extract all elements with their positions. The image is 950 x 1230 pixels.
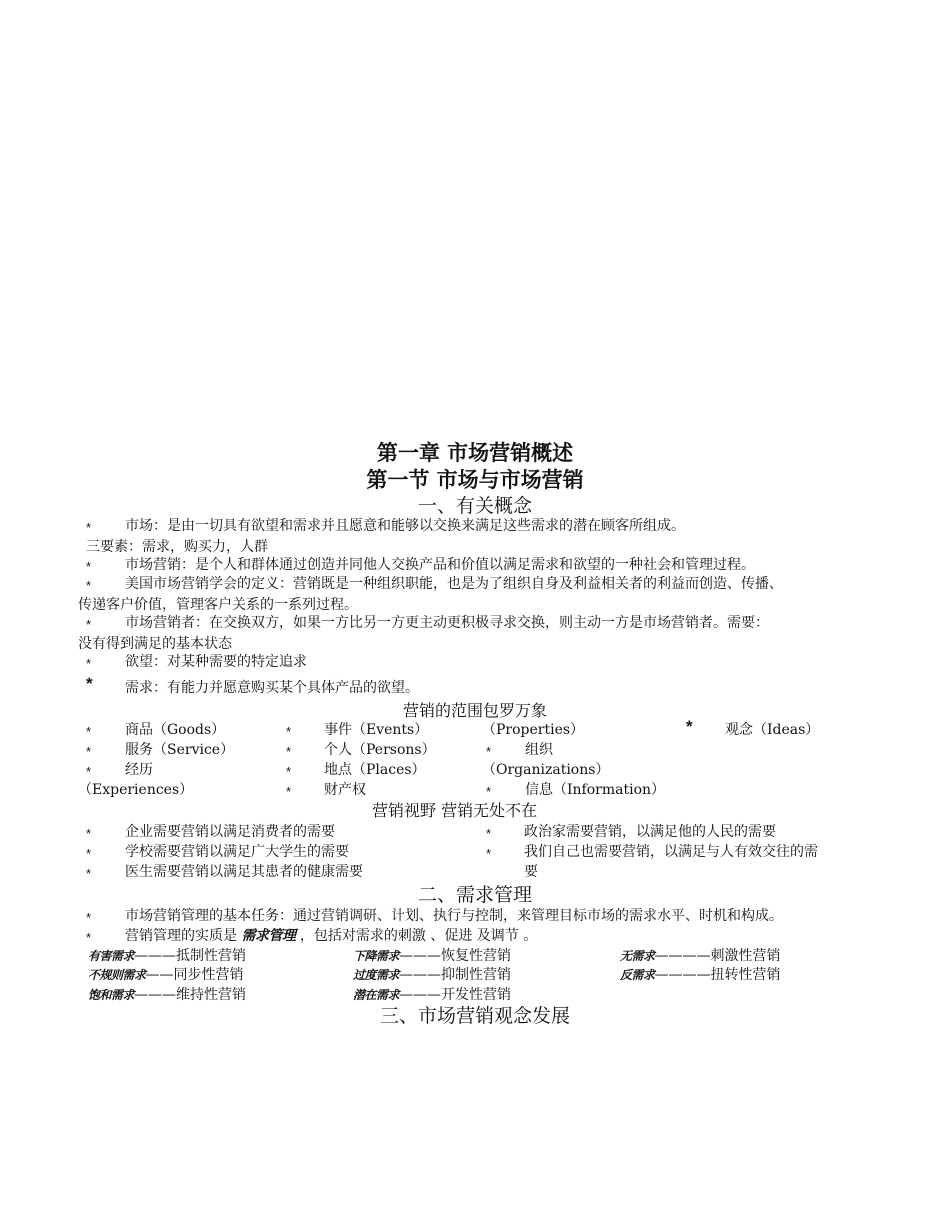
bullet-star: * <box>486 826 492 841</box>
bullet-star: * <box>286 724 292 739</box>
essence-prefix: 营销管理的实质是 <box>125 928 237 944</box>
demand-pair <box>353 967 511 984</box>
definition-marketer-line2: 没有得到满足的基本状态 <box>78 636 232 652</box>
scope-properties: （Properties） <box>482 722 585 738</box>
bullet-star: * <box>86 617 92 632</box>
scope-goods <box>125 722 225 739</box>
demand-pair <box>353 948 511 965</box>
management-task: 市场营销管理的基本任务：通过营销调研、计划、执行与控制，来管理目标市场的需求水平、时机和构成。 <box>125 908 783 924</box>
bullet-star: * <box>86 910 92 925</box>
section-title: 第一节 市场与市场营销 <box>366 468 584 492</box>
demand-dash: ———— <box>654 967 711 983</box>
scope-ideas: 观念（Ideas） <box>725 722 820 738</box>
demand-strategy: 抵制性营销 <box>176 948 247 964</box>
chapter-title: 第一章 市场营销概述 <box>376 441 574 465</box>
bullet-star: * <box>486 846 492 861</box>
bullet-star: * <box>686 717 693 736</box>
definition-ama-line1: 美国市场营销学会的定义：营销既是一种组织职能，也是为了组织自身及利益相关者的利益而创造、传播、 <box>125 576 783 592</box>
bullet-star: * <box>86 559 92 574</box>
demand-pair <box>88 948 246 965</box>
vision-doctor: 医生需要营销以满足其患者的健康需要 <box>125 864 363 880</box>
scope-information: 信息（Information） <box>525 782 666 798</box>
scope-property-rights: 财产权 <box>324 782 366 798</box>
definition-ama-line2: 传递客户价值，管理客户关系的一系列过程。 <box>78 597 358 613</box>
demand-type: 下降需求 <box>353 949 400 963</box>
scope-service: 服务（Service） <box>125 742 235 758</box>
bullet-star: * <box>86 826 92 841</box>
bullet-star: * <box>86 930 92 945</box>
bullet-star: * <box>486 744 492 759</box>
demand-pair <box>88 987 246 1004</box>
demand-type: 过度需求 <box>353 968 400 982</box>
bullet-star: * <box>86 744 92 759</box>
demand-pair <box>88 967 244 984</box>
definition-demand: 需求：有能力并愿意购买某个具体产品的欲望。 <box>125 680 419 696</box>
demand-pair <box>353 987 511 1004</box>
demand-dash: ———— <box>654 948 711 964</box>
scope-organizations: （Organizations） <box>482 762 610 778</box>
bullet-star: * <box>86 764 92 779</box>
scope-persons: 个人（Persons） <box>324 742 436 758</box>
demand-strategy: 抑制性营销 <box>441 967 512 983</box>
demand-dash: ——— <box>399 967 442 983</box>
definition-market: 市场：是由一切具有欲望和需求并且愿意和能够以交换来满足这些需求的潜在顾客所组成。 <box>125 518 685 534</box>
scope-heading: 营销的范围包罗万象 <box>402 701 547 720</box>
demand-type: 无需求 <box>620 949 655 963</box>
demand-strategy: 开发性营销 <box>441 987 512 1003</box>
essence-keyword: 需求管理 <box>241 928 296 944</box>
vision-school: 学校需要营销以满足广大学生的需要 <box>125 844 349 860</box>
bullet-star: * <box>86 656 92 671</box>
bullet-star: * <box>286 784 292 799</box>
scope-org: 组织 <box>525 742 553 758</box>
demand-pair <box>620 967 781 984</box>
bullet-star: * <box>86 520 92 535</box>
vision-ourselves-line1: 我们自己也需要营销，以满足与人有效交往的需 <box>524 844 818 860</box>
demand-dash: ——— <box>134 987 177 1003</box>
bullet-star: * <box>86 724 92 739</box>
demand-dash: ——— <box>399 948 442 964</box>
demand-pair <box>620 948 781 965</box>
demand-strategy: 扭转性营销 <box>710 967 781 983</box>
part3-heading: 三、市场营销观念发展 <box>379 1005 570 1027</box>
demand-type: 反需求 <box>620 968 655 982</box>
demand-dash: ——— <box>399 987 442 1003</box>
scope-experiences: （Experiences） <box>78 782 194 798</box>
vision-politician: 政治家需要营销，以满足他的人民的需要 <box>524 824 776 840</box>
demand-type: 不规则需求 <box>88 968 146 982</box>
bullet-star: * <box>86 578 92 593</box>
demand-type: 饱和需求 <box>88 988 135 1002</box>
bullet-star: * <box>86 846 92 861</box>
bullet-star: * <box>486 784 492 799</box>
vision-ourselves-line2: 要 <box>524 864 538 880</box>
vision-business: 企业需要营销以满足消费者的需要 <box>125 824 335 840</box>
part1-heading: 一、有关概念 <box>417 495 532 517</box>
demand-strategy: 同步性营销 <box>173 967 244 983</box>
definition-want: 欲望：对某种需要的特定追求 <box>125 654 307 670</box>
definition-marketer-line1: 市场营销者：在交换双方，如果一方比另一方更主动更积极寻求交换，则主动一方是市场营销者。需要： <box>125 615 769 631</box>
bullet-star: * <box>86 674 93 693</box>
definition-marketing: 市场营销：是个人和群体通过创造并同他人交换产品和价值以满足需求和欲望的一种社会和管理过程。 <box>125 557 755 573</box>
bullet-star: * <box>286 744 292 759</box>
demand-dash: ——— <box>134 948 177 964</box>
scope-places: 地点（Places） <box>324 762 426 778</box>
demand-strategy: 恢复性营销 <box>441 948 512 964</box>
demand-dash: —— <box>145 967 174 983</box>
management-essence <box>125 928 537 945</box>
demand-strategy: 刺激性营销 <box>710 948 781 964</box>
essence-suffix: ，包括对需求的刺激 、促进 及调节 。 <box>299 928 538 944</box>
bullet-star: * <box>86 866 92 881</box>
scope-experience: 经历 <box>125 762 153 778</box>
vision-heading: 营销视野 营销无处不在 <box>372 801 538 820</box>
bullet-star: * <box>286 764 292 779</box>
vision-heading-wrap <box>372 801 537 821</box>
part2-heading: 二、需求管理 <box>417 884 532 906</box>
demand-type: 有害需求 <box>88 949 135 963</box>
scope-goods-label: 商品（Goods） <box>125 722 226 738</box>
demand-strategy: 维持性营销 <box>176 987 247 1003</box>
definition-three-elements: 三要素：需求，购买力，人群 <box>86 539 268 555</box>
scope-events: 事件（Events） <box>324 722 429 738</box>
demand-type: 潜在需求 <box>353 988 400 1002</box>
